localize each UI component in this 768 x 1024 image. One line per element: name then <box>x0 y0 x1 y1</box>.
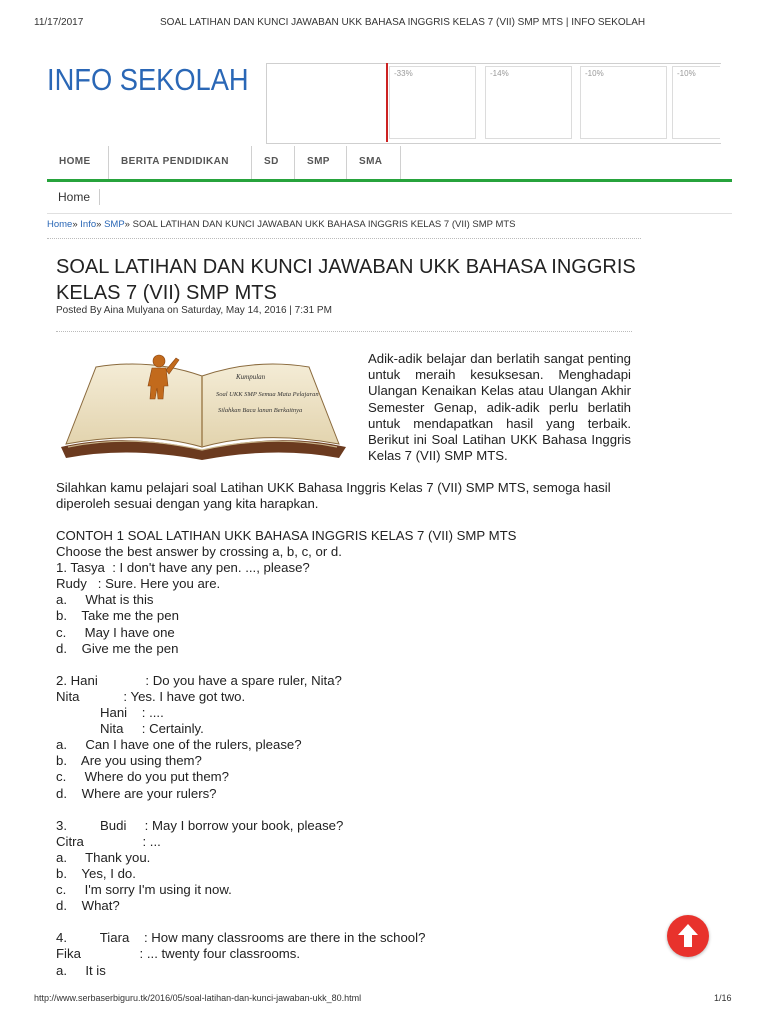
breadcrumb-separator: » <box>124 219 133 230</box>
breadcrumb <box>47 219 516 230</box>
answer-option: c. Where do you put them? <box>56 769 229 785</box>
answer-option: a. Can I have one of the rulers, please? <box>56 737 302 753</box>
question-line: 3. Budi : May I borrow your book, please? <box>56 817 344 833</box>
answer-option: a. It is <box>56 962 106 978</box>
section-heading: CONTOH 1 SOAL LATIHAN UKK BAHASA INGGRIS KELAS 7 (VII) SMP MTS <box>56 528 517 543</box>
question-line: 4. Tiara : How many classrooms are there in the school? <box>56 930 426 946</box>
ad-cell[interactable]: -10% <box>580 66 667 139</box>
ad-cell[interactable]: -33% <box>389 66 476 139</box>
nav-item-home[interactable]: HOME <box>47 146 109 180</box>
question-line: Nita : Certainly. <box>56 721 204 737</box>
answer-option: a. What is this <box>56 592 154 608</box>
question-line: Rudy : Sure. Here you are. <box>56 576 221 592</box>
breadcrumb-info[interactable]: Info <box>80 219 97 230</box>
print-url: http://www.serbaserbiguru.tk/2016/05/soal-latihan-dan-kunci-jawaban-ukk_80.html <box>34 993 362 1003</box>
breadcrumb-divider <box>47 238 641 239</box>
nav-item-sma[interactable]: SMA <box>347 146 401 180</box>
answer-option: d. Where are your rulers? <box>56 785 217 801</box>
book-line-1: Kumpulan <box>236 373 266 381</box>
question-line: Hani : .... <box>56 705 164 721</box>
post-intro-continued: Silahkan kamu pelajari soal Latihan UKK Bahasa Inggris Kelas 7 (VII) SMP MTS, semoga hasil diperoleh sesuai dengan yang kita harapkan. <box>56 480 611 512</box>
answer-option: d. What? <box>56 898 120 914</box>
answer-option: c. I'm sorry I'm using it now. <box>56 882 232 898</box>
post-title: SOAL LATIHAN DAN KUNCI JAWABAN UKK BAHASA INGGRIS KELAS 7 (VII) SMP MTS <box>56 256 636 304</box>
breadcrumb-separator: » <box>72 219 81 230</box>
question-line: Nita : Yes. I have got two. <box>56 688 246 704</box>
answer-option: c. May I have one <box>56 624 175 640</box>
book-line-3: Silahkan Baca lanan Berkaitnya <box>218 407 303 414</box>
breadcrumb-separator: » <box>96 219 105 230</box>
answer-option: b. Yes, I do. <box>56 865 136 881</box>
question-line: Citra : ... <box>56 833 161 849</box>
question-line: 1. Tasya : I don't have any pen. ..., please? <box>56 560 310 576</box>
page-number: 1/16 <box>714 993 732 1003</box>
blank-line <box>56 914 656 930</box>
print-title: SOAL LATIHAN DAN KUNCI JAWABAN UKK BAHASA INGGRIS KELAS 7 (VII) SMP MTS | INFO SEKOLAH <box>160 17 646 28</box>
arrow-up-icon <box>667 915 709 957</box>
answer-option: b. Take me the pen <box>56 608 179 624</box>
post-body <box>56 528 656 979</box>
book-illustration <box>56 352 349 462</box>
ad-divider <box>386 63 388 142</box>
ad-cell[interactable]: -14% <box>485 66 572 139</box>
question-line: Fika : ... twenty four classrooms. <box>56 946 301 962</box>
scroll-top-button[interactable] <box>667 915 709 957</box>
book-line-2: Soal UKK SMP Semua Mata Pelajaran <box>216 391 319 398</box>
print-date: 11/17/2017 <box>34 17 84 28</box>
instruction: Choose the best answer by crossing a, b, c, or d. <box>56 544 342 560</box>
nav-item-smp[interactable]: SMP <box>295 146 347 180</box>
breadcrumb-smp[interactable]: SMP <box>104 219 125 230</box>
nav-item-berita-pendidikan[interactable]: BERITA PENDIDIKAN <box>109 146 252 180</box>
breadcrumb-current: SOAL LATIHAN DAN KUNCI JAWABAN UKK BAHASA INGGRIS KELAS 7 (VII) SMP MTS <box>132 219 516 230</box>
breadcrumb-home[interactable]: Home <box>47 219 73 230</box>
subnav-home[interactable]: Home <box>58 190 91 204</box>
nav-underline <box>47 179 732 182</box>
blank-line <box>56 657 656 673</box>
post-intro: Adik-adik belajar dan berlatih sangat penting untuk meraih kesuksesan. Menghadapi Ulangan Kenaikan Kelas atau Ulangan Akhir Semester Genap, adik-adik perlu berlatih untuk mendapatkan hasil yang terbaik. Berikut ini Soal Latihan UKK Bahasa Inggris Kelas 7 (VII) SMP MTS. <box>368 351 631 464</box>
subnav-divider <box>99 189 100 205</box>
nav-item-sd[interactable]: SD <box>252 146 295 180</box>
answer-option: d. Give me the pen <box>56 640 179 656</box>
blank-line <box>56 802 656 818</box>
ad-cell[interactable]: -10% <box>672 66 720 139</box>
question-line: 2. Hani : Do you have a spare ruler, Nita? <box>56 672 342 688</box>
site-title[interactable]: INFO SEKOLAH <box>47 62 249 97</box>
post-meta-divider <box>56 331 632 332</box>
answer-option: b. Are you using them? <box>56 753 202 769</box>
answer-option: a. Thank you. <box>56 849 151 865</box>
subnav-bottom-line <box>47 213 732 214</box>
post-meta: Posted By Aina Mulyana on Saturday, May 14, 2016 | 7:31 PM <box>56 305 332 316</box>
